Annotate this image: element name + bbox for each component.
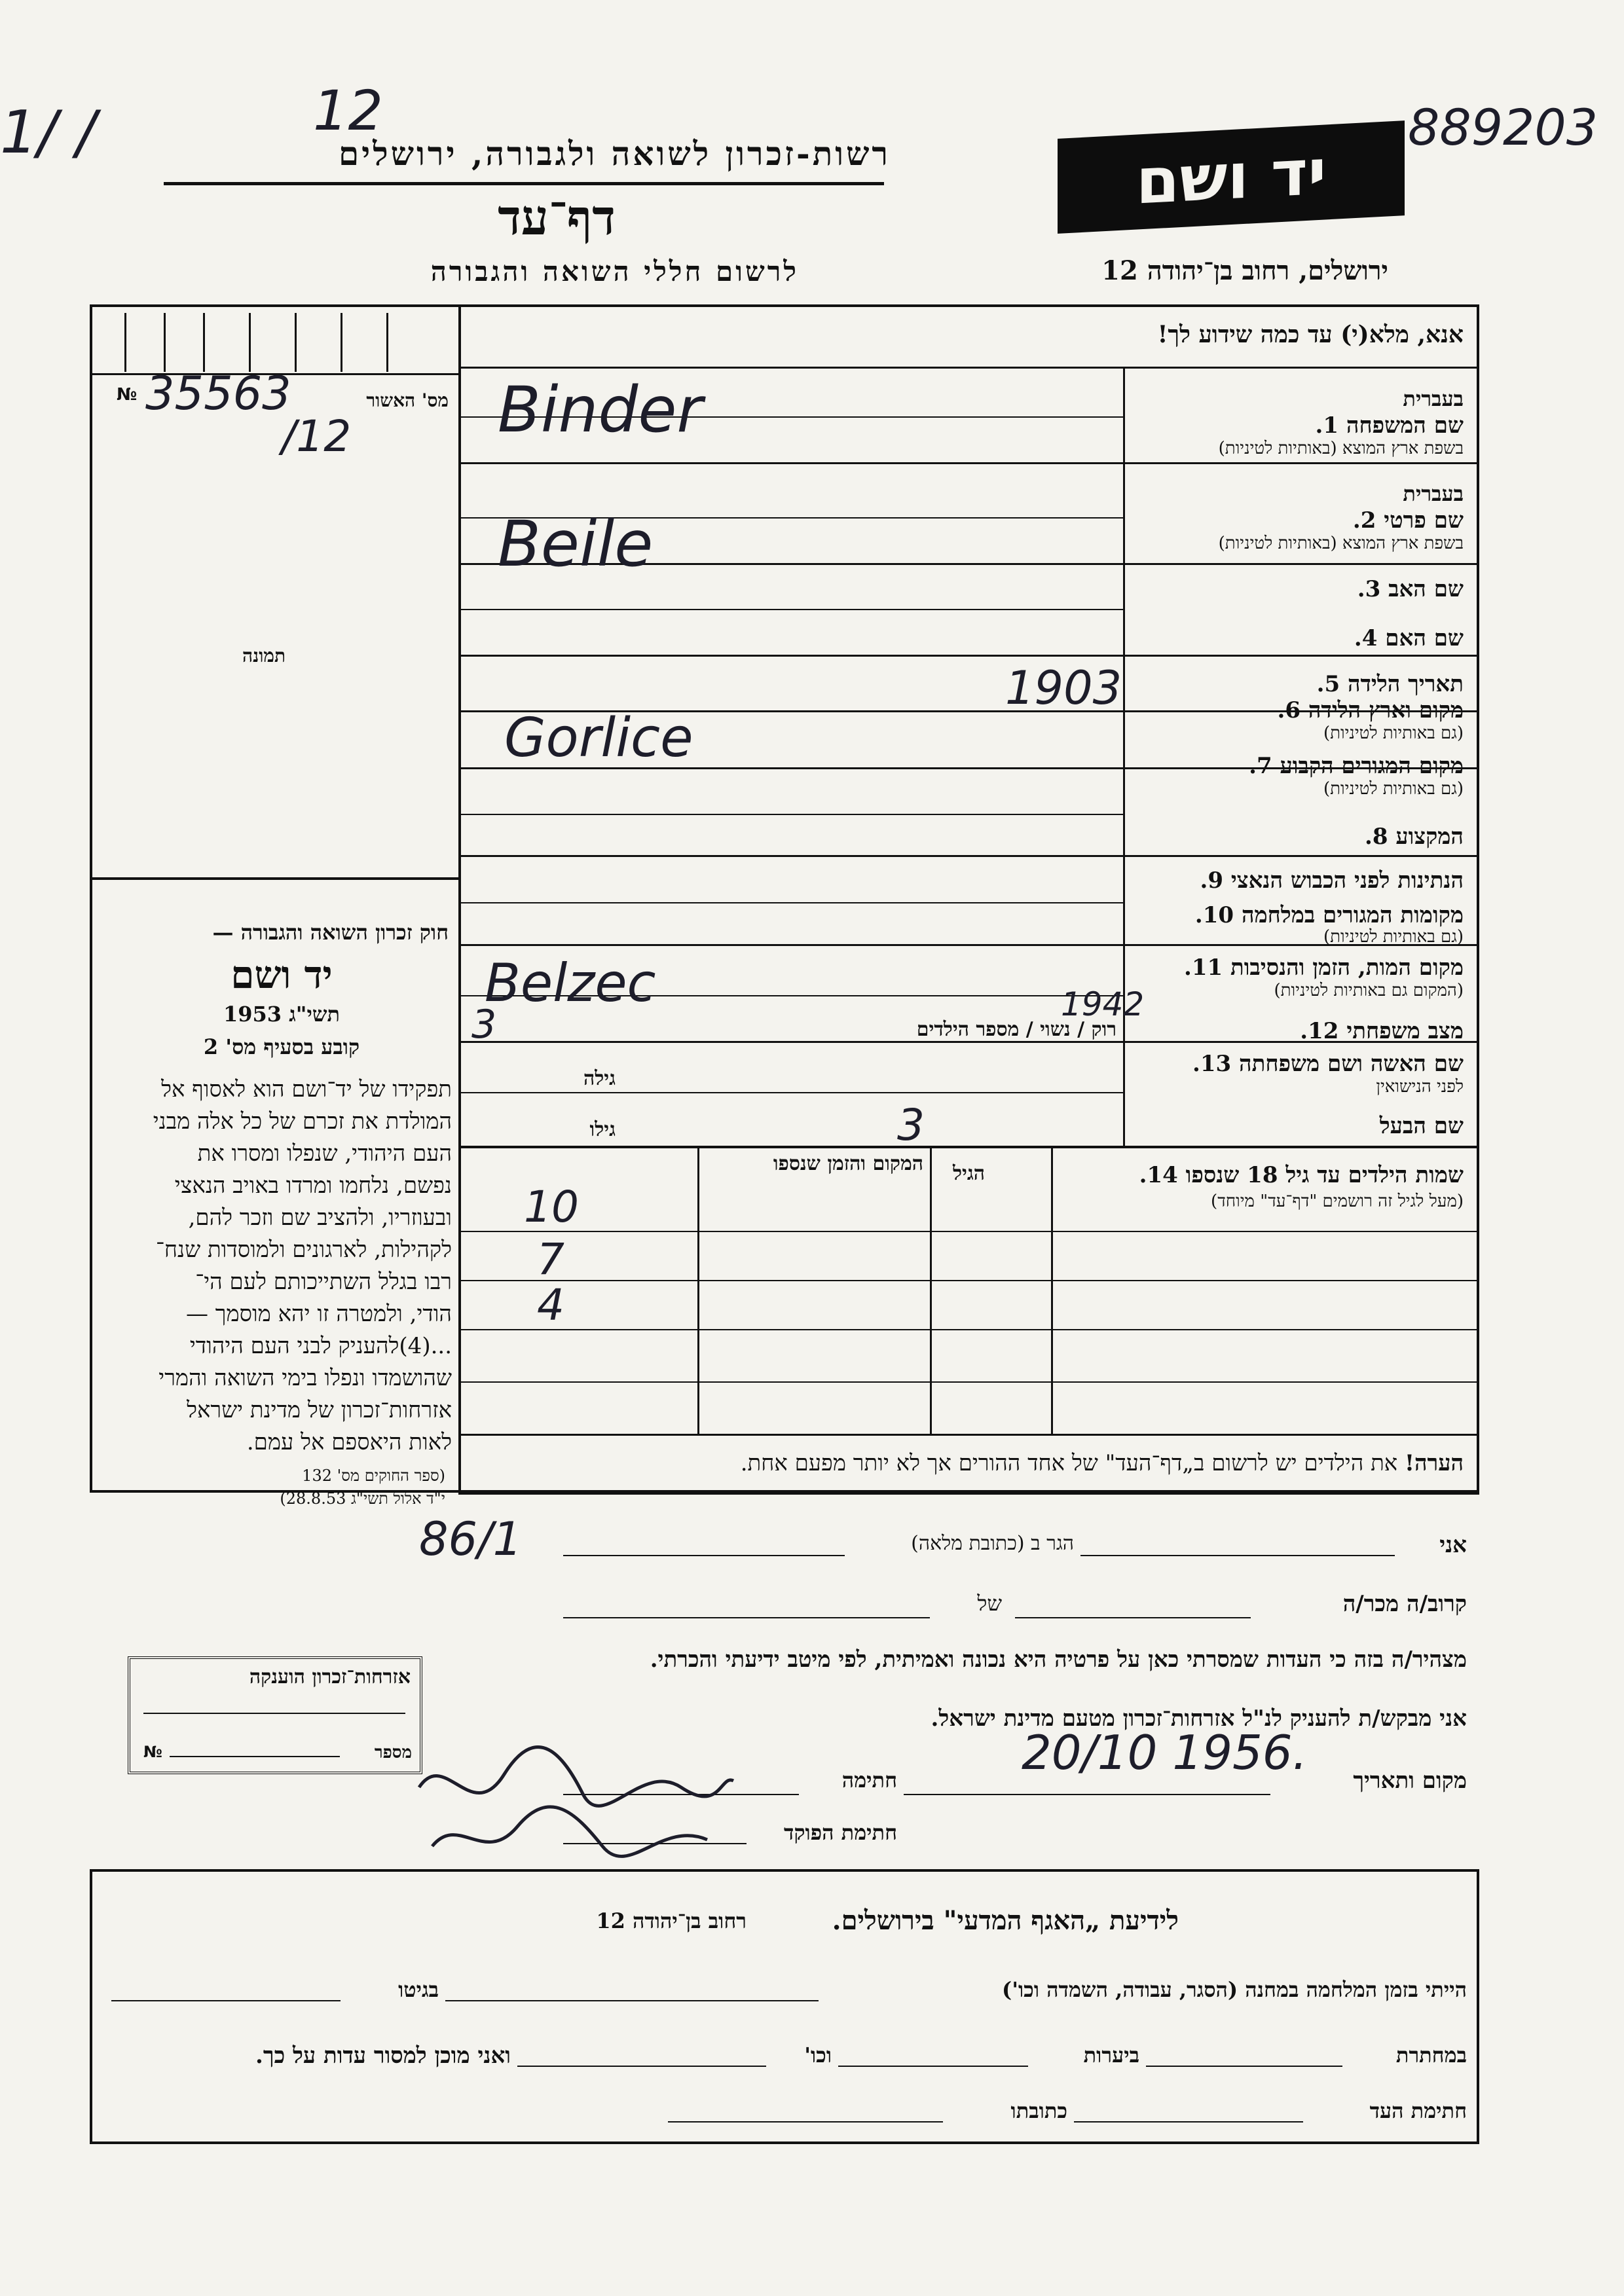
in-hebrew-label-1: בעברית — [1403, 386, 1464, 411]
law-source-2: י"ד אלול תשי"ג 28.8.53) — [280, 1489, 445, 1508]
bottom-line-3a: חתימת העד — [1369, 2098, 1467, 2123]
field-6-label: מקום וארץ הלידה 6. — [1277, 697, 1464, 723]
note — [471, 1450, 1464, 1476]
sidebar-logo: יד ושם — [231, 953, 333, 997]
bottom-line-2c: וכו' — [804, 2043, 832, 2068]
field-14-sub: (מעל לגיל זה רושמים "דף־עד" מיוחד) — [1211, 1192, 1464, 1211]
husband-age-value: 3 — [897, 1100, 925, 1150]
field-12-value: 3 — [471, 1002, 497, 1048]
archive-number: 889203 — [1408, 98, 1598, 156]
photo-label: תמונה — [242, 645, 286, 666]
law-clause: קובע בסעיף מס' 2 — [203, 1034, 360, 1059]
bottom-line-1b: בגיטו — [398, 1977, 439, 2002]
margin-mark-top-left: 1/ / — [0, 98, 96, 167]
memorial-box-title: אזרחות־זכרון הוענקה — [249, 1666, 411, 1688]
field-2-value-latin: Beile — [498, 507, 654, 581]
field-1-value-latin: Binder — [498, 373, 703, 446]
child-age-3: 4 — [537, 1280, 564, 1330]
authority-title: רשות-זכרון לשואה ולגבורה, ירושלים — [338, 134, 891, 173]
signature-scribble — [406, 1735, 747, 1879]
bottom-line-2b: ביערות — [1083, 2043, 1139, 2068]
field-8-label: המקצוע 8. — [1364, 824, 1464, 850]
law-text: תפקידו של יד־ושם הוא לאסוף אל המולדת את זכרם של כל אלה מבני העם היהודי, שנפלו ומסרו את נפשם, נלחמו ומרדו באויב הנאצי ובעוזריו, ולהציב שם וזכר להם, לקהילות, לארגונים ולמוסדות שנח־ רבו בגלל השתייכותם לעם הי־ הודי, ולמטרה זו יהא מוסמך — ...(4)להעניק לבני העם היהודי שהושמדו ונפלו בימי השואה והמרי אזרחות־זכרון של מדינת ישראל לאות היאספם אל עמם. — [153, 1076, 452, 1455]
field-7-sub: (גם באותיות לטיניות) — [1323, 779, 1464, 799]
place-date-label: מקום ותאריך — [1353, 1768, 1467, 1794]
field-10-label: מקומות המגורים במלחמה 10. — [1194, 902, 1464, 928]
field-11-sub: (המקום גם באותיות לטיניות) — [1274, 981, 1464, 1000]
note-text: את הילדים יש לרשום ב„דף־העד" של אחד ההורים אך לא יותר מפעם אחת. — [740, 1450, 1398, 1476]
bottom-line-2d: ואני מוכן למסור עדות על כך. — [255, 2043, 511, 2069]
law-source-1: (ספר החוקים מס' 132 — [302, 1467, 445, 1485]
field-2-label: שם פרטי 2. — [1352, 507, 1464, 534]
yad-vashem-logo: יד ושם — [1058, 120, 1405, 234]
statement: מצהיר/ה בזה כי העדות שמסרתי כאן על פרטיה היא נכונה ואמיתית, לפי מיטב ידיעתי והכרתי. — [650, 1647, 1467, 1673]
officer-signature-label: חתימת הפוקד — [784, 1820, 897, 1845]
in-hebrew-label-2: בעברית — [1403, 481, 1464, 506]
field-1-label: שם המשפחה 1. — [1315, 412, 1464, 439]
children-place-col-label: המקום והזמן שנספו — [773, 1152, 923, 1175]
field-12-options: רוק / נשוי / מספר הילדים — [916, 1018, 1116, 1041]
memorial-citizenship-box — [128, 1656, 422, 1774]
field-9-label: הנתינות לפני הכבוש הנאצי 9. — [1200, 867, 1464, 894]
law-year: תשי"ג 1953 — [223, 1002, 340, 1027]
field-4-label: שם האם 4. — [1354, 625, 1464, 651]
address-value: 86/1 — [419, 1512, 523, 1566]
address: ירושלים, רחוב בן־יהודה 12 — [1101, 255, 1388, 286]
field-3-label: שם האב 3. — [1357, 576, 1464, 602]
serial-prefix: № — [117, 385, 138, 405]
date-value: 20/10 1956. — [1022, 1725, 1308, 1780]
fill-request: אנא, מלא(י) עד כמה שידוע לך! — [1157, 321, 1464, 348]
field-11-label: מקום המות, הזמן והנסיבות 11. — [1183, 955, 1464, 981]
field-6-sub: (גם באותיות לטיניות) — [1323, 723, 1464, 743]
serial-label: מס' האשור — [366, 390, 449, 411]
serial-number: 35563 — [145, 367, 291, 420]
field-5-label: תאריך הלידה 5. — [1316, 671, 1464, 697]
child-age-1: 10 — [524, 1182, 579, 1232]
relation-label: קרוב/ה מכר/ה — [1342, 1591, 1467, 1617]
serial-suffix: /12 — [282, 411, 352, 462]
field-1-sub: בשפת ארץ המוצא (באותיות לטיניות) — [1218, 439, 1464, 458]
law-title: חוק זכרון השואה והגבורה — — [212, 920, 449, 945]
memorial-box-number-prefix: № — [143, 1743, 162, 1761]
husband-label: שם הבעל — [1379, 1113, 1464, 1139]
field-13-label: שם האשה ושם משפחתה 13. — [1192, 1051, 1464, 1077]
of-label: של — [977, 1591, 1002, 1616]
citizenship-request: אני מבקש/ת להעניק לנ"ל אזרחות־זכרון מטעם מדינת ישראל. — [931, 1705, 1467, 1732]
field-7-label: מקום המגורים הקבוע 7. — [1249, 753, 1464, 779]
bottom-line-1a: הייתי בזמן המלחמה במחנה (הסגר, עבודה, השמדה וכו') — [1002, 1977, 1467, 2002]
bottom-title: לידיעת „האגף המדעי" בירושלים. — [832, 1905, 1179, 1936]
bottom-line-3b: כתובתו — [1010, 2098, 1067, 2123]
husband-age-label: גילו — [589, 1118, 616, 1141]
form-subtitle: לרשום חללי השואה והגבורה — [430, 255, 799, 287]
bottom-address: רחוב בן־יהודה 12 — [596, 1908, 747, 1933]
signature-label: חתימה — [841, 1768, 897, 1793]
field-14-label: שמות הילדים עד גיל 18 שנספו 14. — [1139, 1162, 1464, 1188]
field-13-sub: לפני הנישואין — [1376, 1077, 1464, 1097]
field-10-sub: (גם באותיות לטיניות) — [1323, 927, 1464, 947]
page-number-note: 12 — [313, 79, 383, 143]
wife-age-label: גילה — [583, 1067, 616, 1090]
note-label: הערה! — [1405, 1450, 1464, 1476]
child-age-2: 7 — [537, 1234, 564, 1285]
field-6-value-latin: Gorlice — [504, 707, 693, 769]
field-11-year: 1942 — [1061, 985, 1145, 1023]
children-age-col-label: הגיל — [953, 1162, 986, 1185]
address-label: הגר ב (כתובת מלאה) — [911, 1532, 1074, 1555]
memorial-box-number-label: מספר — [374, 1743, 412, 1762]
field-5-value: 1903 — [1005, 661, 1122, 715]
field-11-value-latin: Belzec — [485, 953, 656, 1013]
field-2-sub: בשפת ארץ המוצא (באותיות לטיניות) — [1218, 534, 1464, 553]
serial-boxes — [98, 313, 452, 372]
bottom-line-2a: במחתרת — [1395, 2043, 1467, 2068]
declarant-label: אני — [1439, 1532, 1467, 1558]
field-12-label: מצב משפחתי 12. — [1300, 1018, 1464, 1044]
form-title: דף־עד — [498, 190, 616, 246]
